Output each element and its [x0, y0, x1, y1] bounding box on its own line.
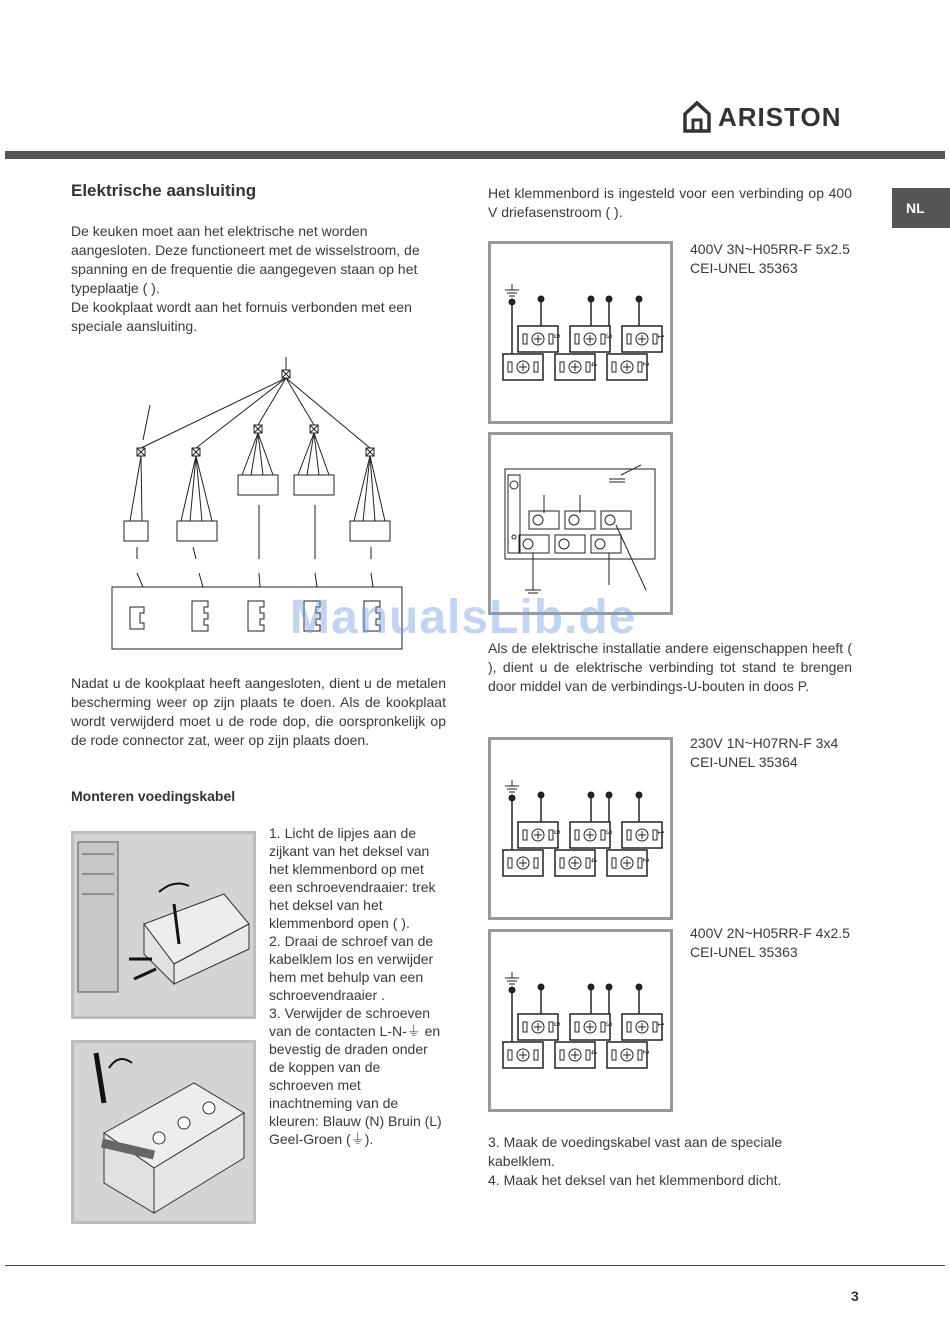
watermark: ManualsLib.de	[290, 591, 637, 644]
section-subheading: Monteren voedingskabel	[71, 788, 236, 804]
terminal-number: 3	[604, 1022, 613, 1027]
right-intro-paragraph: Het klemmenbord is ingesteld voor een verbinding op 400 V driefasenstroom ( ).	[488, 185, 852, 220]
terminal-number: 3	[604, 830, 613, 835]
terminal-number: 4	[589, 362, 598, 367]
header-rule	[5, 151, 945, 159]
step-3: 3. Verwijder de schroeven van de contacten L-N-⏚ en bevestig de draden onder de koppen van de schroeven met inachtneming van de kleuren: Blauw (N) Bruin (L) Geel-Groen (⏚).	[269, 1005, 442, 1147]
language-tab: NL	[892, 188, 950, 228]
page-number: 3	[851, 1288, 859, 1304]
terminal-cover-photo	[71, 831, 256, 1019]
diagram-caption-230v-1n: 230V 1N~H07RN-F 3x4 CEI-UNEL 35364	[690, 735, 839, 770]
terminal-number: 2	[641, 362, 650, 367]
step-2: 2. Draai de schroef van de kabelklem los en verwijder hem met behulp van een schroevendraaier .	[269, 933, 434, 1003]
terminal-number: 5	[552, 1022, 561, 1027]
after-diagram-paragraph: Nadat u de kookplaat heeft aangesloten, dient u de metalen bescherming weer op zijn plaats te doen. Als de kookplaat wordt verwijderd moet u de rode dop, die oorspronkelijk op de rode connector zat, weer op zijn plaats doen.	[71, 675, 446, 748]
diagram-caption-400v-2n: 400V 2N~H05RR-F 4x2.5 CEI-UNEL 35363	[690, 925, 850, 960]
mounting-steps	[269, 824, 445, 1148]
terminal-number: 5	[552, 334, 561, 339]
terminal-number: 2	[641, 1050, 650, 1055]
house-logo-icon	[682, 100, 712, 134]
terminal-number: 4	[589, 858, 598, 863]
intro-paragraph: De keuken moet aan het elektrische net worden aangesloten. Deze functioneert met de wisselstroom, de spanning en de frequentie die aangegeven staan op het typeplaatje ( ).	[71, 223, 420, 296]
terminal-block-photo	[71, 1040, 256, 1224]
final-step-4: 4. Maak het deksel van het klemmenbord dicht.	[488, 1172, 782, 1188]
brand-logo	[682, 100, 867, 134]
terminal-number: 5	[552, 830, 561, 835]
terminal-diagram-400v-3n	[488, 241, 673, 424]
terminal-number: 1	[656, 1022, 665, 1027]
step-1: 1. Licht de lipjes aan de zijkant van het deksel van het klemmenbord op met een schroevendraaier: trek het deksel van het klemmenbord open ( ).	[269, 825, 436, 931]
intro-paragraph-2: De kookplaat wordt aan het fornuis verbonden met een speciale aansluiting.	[71, 299, 412, 334]
page-title: Elektrische aansluiting	[71, 181, 257, 200]
final-step-3: 3. Maak de voedingskabel vast aan de speciale kabelklem.	[488, 1134, 783, 1169]
terminal-diagram-230v-1n	[488, 737, 673, 920]
terminal-number: 2	[641, 858, 650, 863]
brand-name: ARISTON	[718, 101, 842, 132]
diagram-caption-400v-3n: 400V 3N~H05RR-F 5x2.5 CEI-UNEL 35363	[690, 241, 850, 276]
right-middle-paragraph: Als de elektrische installatie andere eigenschappen heeft ( ), dient u de elektrische verbinding tot stand te brengen door middel van de verbindings-U-bouten in doos P.	[488, 640, 852, 694]
terminal-number: 3	[604, 334, 613, 339]
terminal-number: 1	[656, 334, 665, 339]
terminal-number: 1	[656, 830, 665, 835]
terminal-diagram-400v-2n	[488, 929, 673, 1112]
footer-rule	[5, 1265, 945, 1266]
terminal-board-detail-diagram	[488, 432, 673, 615]
terminal-number: 4	[589, 1050, 598, 1055]
